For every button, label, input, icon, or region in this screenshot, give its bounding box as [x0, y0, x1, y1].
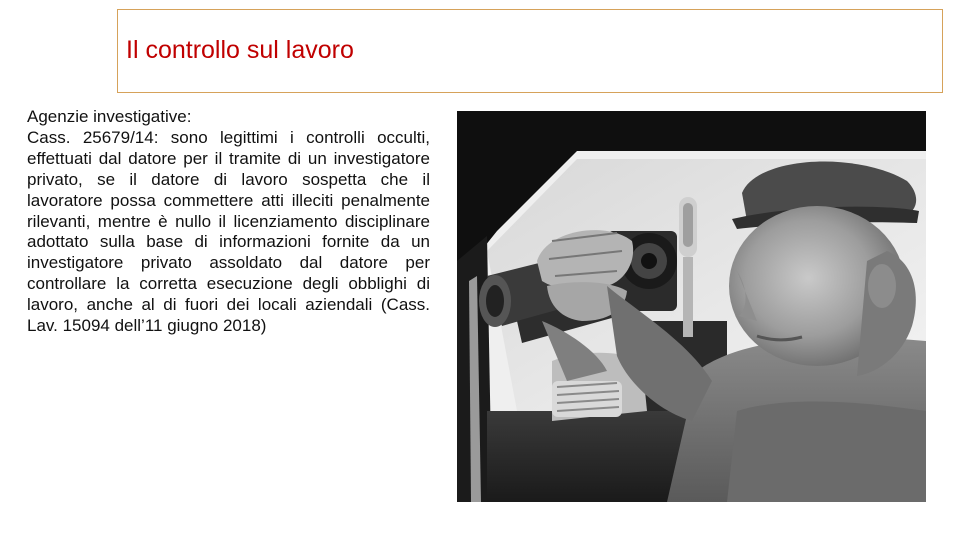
surveillance-photo	[457, 111, 926, 502]
slide-title: Il controllo sul lavoro	[126, 36, 354, 64]
body-text	[27, 107, 430, 337]
body-paragraph: Cass. 25679/14: sono legittimi i controlli occulti, effettuati dal datore per il tramite di un investigatore privato, se il datore di lavoro sospetta che il lavoratore possa commettere atti illeciti penalmente rilevanti, mentre è nullo il licenziamento disciplinare adottato sulla base di informazioni fornite da un investigatore privato assoldato dal datore per controllare la corretta esecuzione degli obblighi di lavoro, anche al di fuori dei locali aziendali (Cass. Lav. 15094 dell’11 giugno 2018)	[27, 127, 430, 336]
section-heading: Agenzie investigative:	[27, 107, 192, 126]
title-box	[117, 9, 943, 93]
